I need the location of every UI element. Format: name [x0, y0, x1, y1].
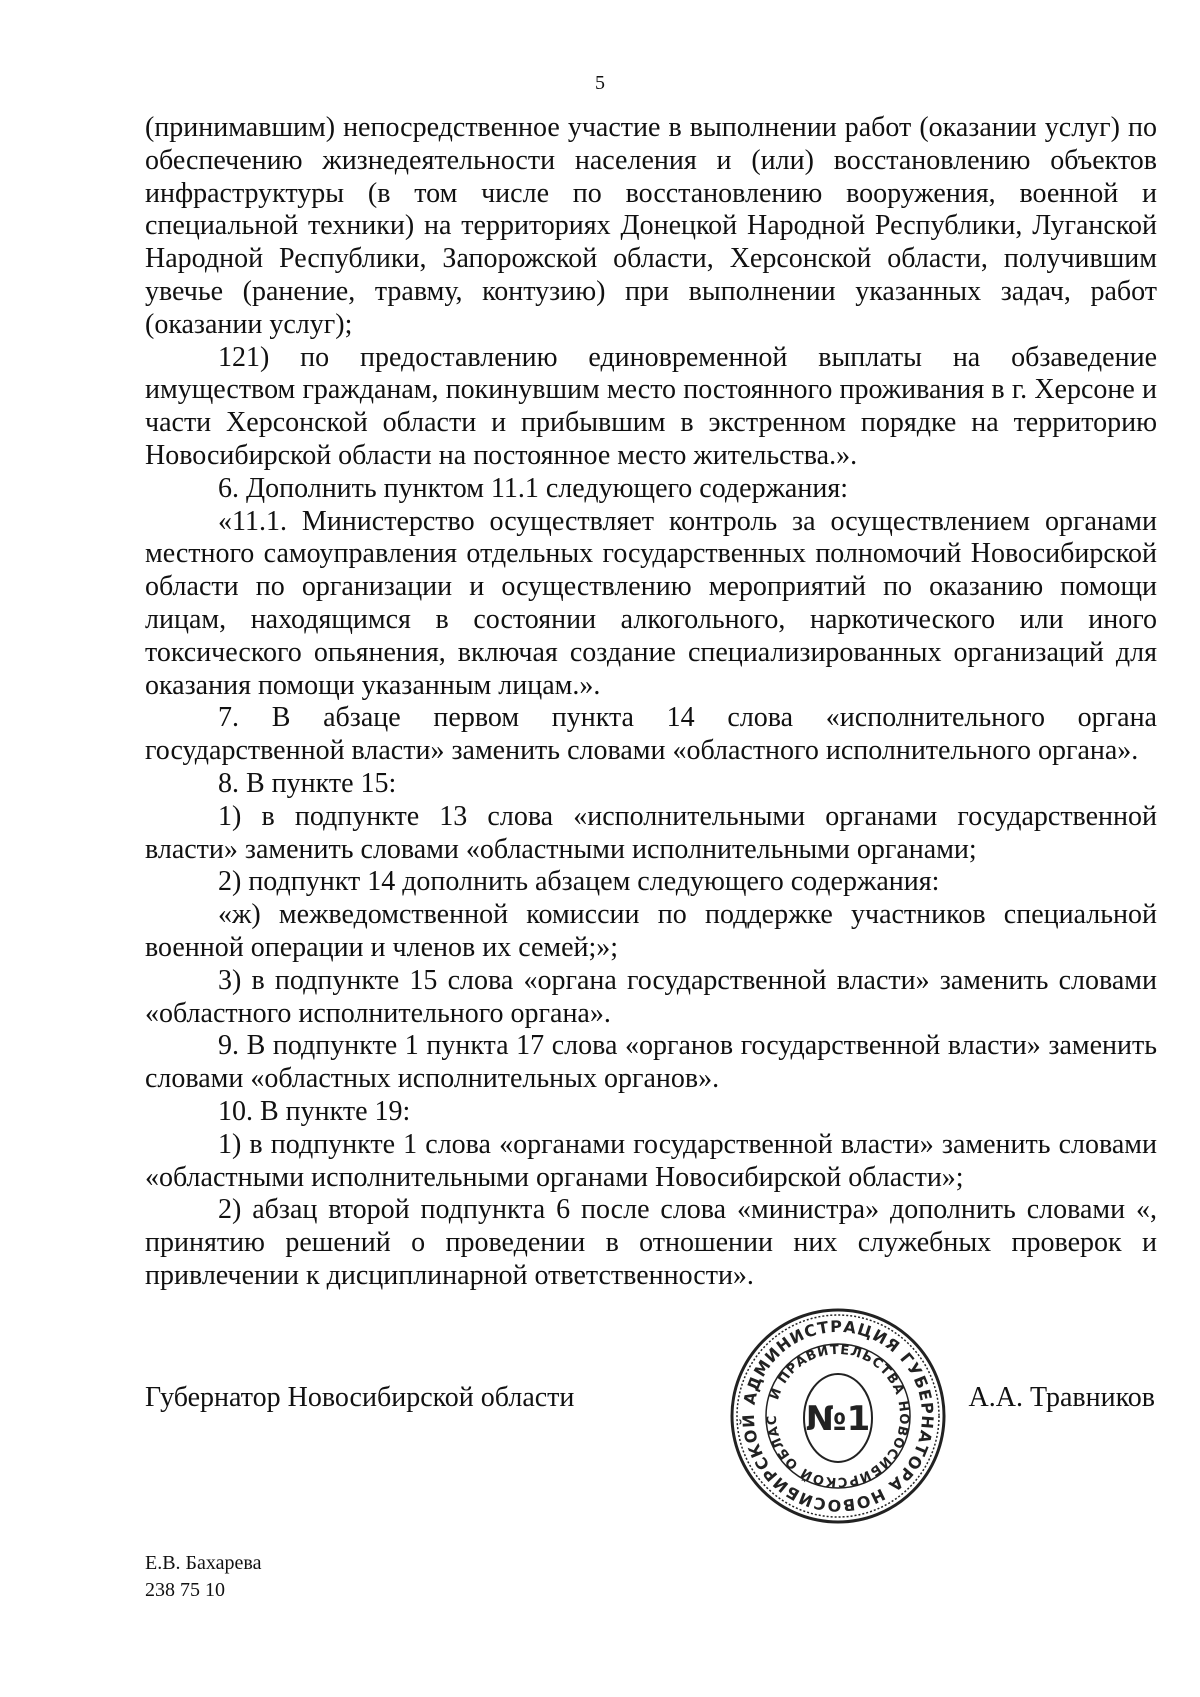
signatory-position: Губернатор Новосибирской области	[145, 1382, 575, 1413]
page-number: 5	[595, 72, 605, 94]
paragraph: 9. В подпункте 1 пункта 17 слова «органов государственной власти» заменить словами «областных исполнительных органов».	[145, 1030, 1157, 1095]
seal-inner-text: И ПРАВИТЕЛЬСТВА НОВОСИБИРСКОЙ ОБЛАС	[764, 1342, 912, 1490]
document-body	[145, 112, 1157, 1293]
paragraph: «11.1. Министерство осуществляет контроль за осуществлением органами местного самоуправления отдельных государственных полномочий Новосибирской области по организации и осуществлению мероприятий по оказанию помощи лицам, находящимся в состоянии алкогольного, наркотического или иного токсического опьянения, включая создание специализированных организаций для оказания помощи указанным лицам.».	[145, 505, 1157, 701]
paragraph: 6. Дополнить пунктом 11.1 следующего содержания:	[218, 472, 848, 504]
paragraph: (принимавшим) непосредственное участие в выполнении работ (оказании услуг) по обеспечению жизнедеятельности населения и (или) восстановлению объектов инфраструктуры (в том числе по восстановлению вооружения, военной и специальной техники) на территориях Донецкой Народной Республики, Луганской Народной Республики, Запорожской области, Херсонской области, получившим увечье (ранение, травму, контузию) при выполнении указанных задач, работ (оказании услуг);	[145, 112, 1157, 340]
paragraph: 10. В пункте 19:	[218, 1095, 411, 1127]
paragraph: 7. В абзаце первом пункта 14 слова «исполнительного органа государственной власти» заменить словами «областного исполнительного органа».	[145, 702, 1157, 767]
paragraph: 1) в подпункте 13 слова «исполнительными органами государственной власти» заменить словами «областными исполнительными органами;	[145, 800, 1157, 865]
paragraph: 3) в подпункте 15 слова «органа государственной власти» заменить словами «областного исполнительного органа».	[145, 964, 1157, 1029]
paragraph: 121) по предоставлению единовременной выплаты на обзаведение имуществом гражданам, покинувшим место постоянного проживания в г. Херсоне и части Херсонской области и прибывшим в экстренном порядке на территорию Новосибирской области на постоянное место жительства.».	[145, 341, 1157, 471]
executor-name: Е.В. Бахарева	[145, 1552, 262, 1574]
paragraph: 2) абзац второй подпункта 6 после слова «министра» дополнить словами «, принятию решений о проведении в отношении них служебных проверок и привлечении к дисциплинарной ответственности».	[145, 1194, 1157, 1291]
paragraph: «ж) межведомственной комиссии по поддержке участников специальной военной операции и членов их семей;»;	[145, 899, 1157, 963]
paragraph: 1) в подпункте 1 слова «органами государственной власти» заменить словами «областными исполнительными органами Новосибирской области»;	[145, 1128, 1157, 1193]
paragraph: 8. В пункте 15:	[218, 767, 397, 799]
executor-block	[145, 1550, 261, 1604]
seal-outer-text: АДМИНИСТРАЦИЯ ГУБЕРНАТОРА НОВОСИБИРСКОЙ	[738, 1316, 938, 1516]
seal-graphic	[728, 1306, 948, 1526]
signatory-name: А.А. Травников	[968, 1382, 1155, 1413]
seal-number: №1	[805, 1399, 871, 1439]
paragraph: 2) подпункт 14 дополнить абзацем следующего содержания:	[218, 866, 940, 898]
executor-phone: 238 75 10	[145, 1579, 225, 1601]
official-seal	[728, 1306, 948, 1526]
